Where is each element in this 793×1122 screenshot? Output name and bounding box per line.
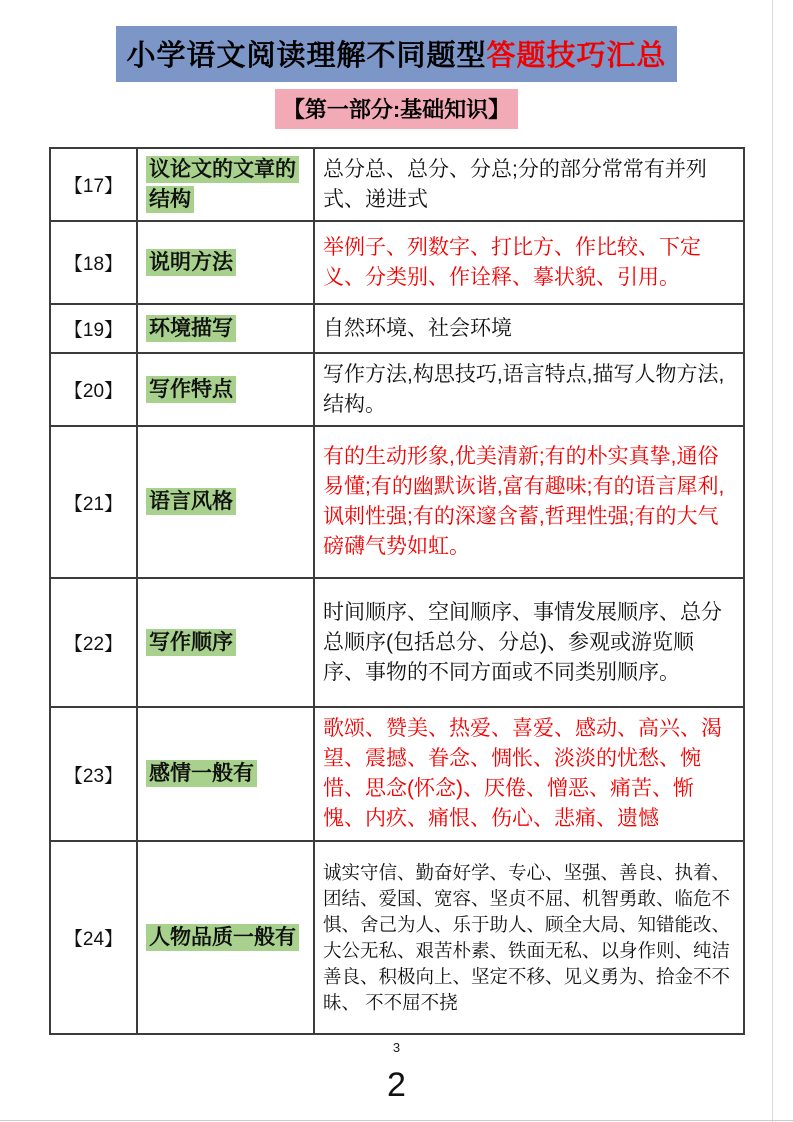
topic-label: 人物品质一般有: [146, 924, 299, 951]
content-cell: 举例子、列数字、打比方、作比较、下定义、分类别、作诠释、摹状貌、引用。: [314, 221, 744, 304]
topic-label: 说明方法: [146, 249, 236, 276]
content-cell: 总分总、总分、分总;分的部分常常有并列式、递进式: [314, 148, 744, 221]
table-row: [50, 578, 744, 707]
table-row: [50, 353, 744, 426]
table-row: [50, 304, 744, 353]
content-cell: 写作方法,构思技巧,语言特点,描写人物方法,结构。: [314, 353, 744, 426]
content-cell: 歌颂、赞美、热爱、喜爱、感动、高兴、渴望、震撼、眷念、惆怅、淡淡的忧愁、惋惜、思念(怀念)、厌倦、憎恶、痛苦、惭愧、内疚、痛恨、伤心、悲痛、遗憾: [314, 707, 744, 841]
topic-cell: [137, 841, 314, 1034]
table-row: [50, 841, 744, 1034]
content-cell: 自然环境、社会环境: [314, 304, 744, 353]
page-edge-right: [772, 0, 773, 1122]
topic-cell: [137, 707, 314, 841]
inner-page-number: 3: [392, 1040, 401, 1055]
topic-cell: [137, 426, 314, 578]
row-number: 【17】: [50, 148, 137, 221]
table-row: [50, 221, 744, 304]
section-header-row: [0, 89, 793, 129]
row-number: 【22】: [50, 578, 137, 707]
topic-cell: [137, 578, 314, 707]
content-cell: 有的生动形象,优美清新;有的朴实真挚,通俗易懂;有的幽默诙谐,富有趣味;有的语言犀利,讽刺性强;有的深邃含蓄,哲理性强;有的大气磅礴气势如虹。: [314, 426, 744, 578]
row-number: 【23】: [50, 707, 137, 841]
document-title: [116, 26, 676, 82]
document-title-black: 小学语文阅读理解不同题型: [126, 40, 487, 72]
topic-label: 议论文的文章的结构: [146, 156, 299, 213]
topic-cell: [137, 304, 314, 353]
topic-cell: [137, 148, 314, 221]
topic-label: 语言风格: [146, 488, 236, 515]
row-number: 【18】: [50, 221, 137, 304]
topic-label: 环境描写: [146, 315, 236, 342]
topic-label: 写作特点: [146, 376, 236, 403]
table-row: [50, 707, 744, 841]
table-row: [50, 148, 744, 221]
section-header: 【第一部分:基础知识】: [275, 89, 518, 129]
row-number: 【21】: [50, 426, 137, 578]
document-title-row: [0, 26, 793, 82]
content-cell: 时间顺序、空间顺序、事情发展顺序、总分总顺序(包括总分、分总)、参观或游览顺序、事物的不同方面或不同类别顺序。: [314, 578, 744, 707]
document-title-red: 答题技巧汇总: [486, 40, 667, 72]
page-edge-bottom: [0, 1120, 793, 1121]
content-cell: 诚实守信、勤奋好学、专心、坚强、善良、执着、团结、爱国、宽容、坚贞不屈、机智勇敢、临危不惧、舍己为人、乐于助人、顾全大局、知错能改、大公无私、艰苦朴素、铁面无私、以身作则、纯洁善良、积极向上、坚定不移、见义勇为、拾金不不昧、 不不屈不挠: [314, 841, 744, 1034]
row-number: 【20】: [50, 353, 137, 426]
row-number: 【19】: [50, 304, 137, 353]
techniques-table: [49, 147, 745, 1035]
topic-cell: [137, 221, 314, 304]
topic-label: 写作顺序: [146, 629, 236, 656]
topic-cell: [137, 353, 314, 426]
outer-page-number: 2: [387, 1066, 406, 1104]
table-row: [50, 426, 744, 578]
topic-label: 感情一般有: [146, 760, 257, 787]
row-number: 【24】: [50, 841, 137, 1034]
